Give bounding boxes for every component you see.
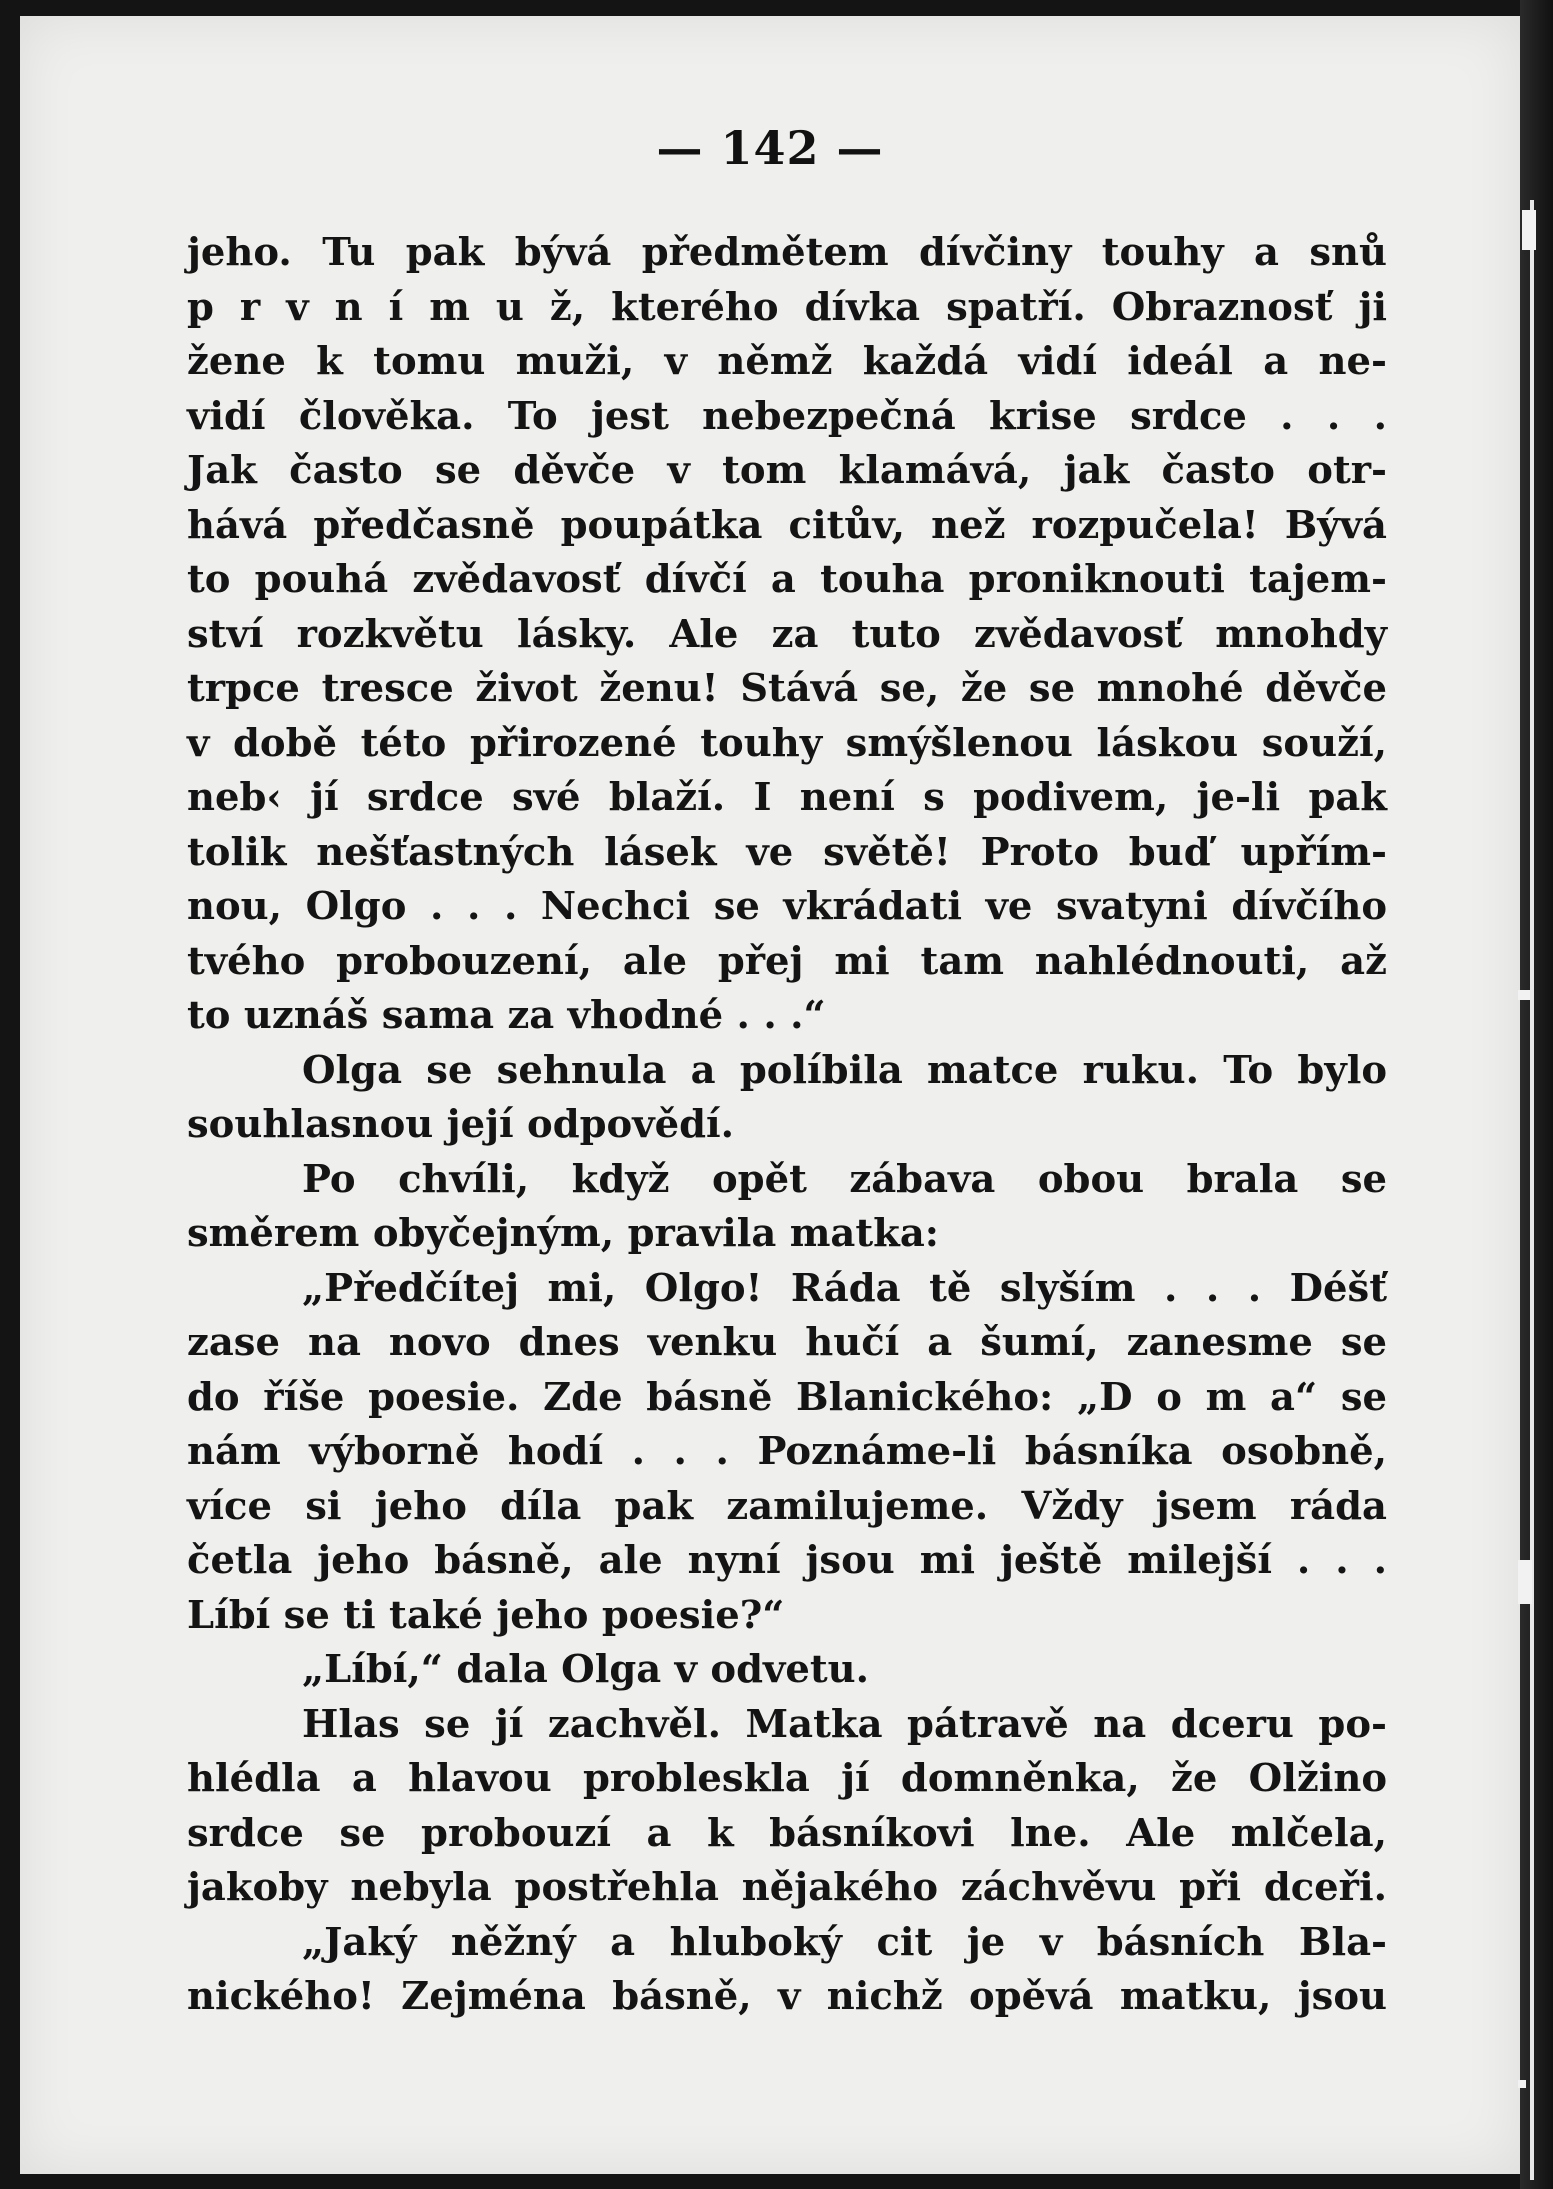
- text-line: četla jeho básně, ale nyní jsou mi ještě milejší . . .: [187, 1538, 1387, 1583]
- text-line: to pouhá zvědavosť dívčí a touha proniknouti tajem-: [187, 557, 1387, 602]
- text-line: tvého probouzení, ale přej mi tam nahlédnouti, až: [187, 938, 1387, 984]
- text-line: nou, Olgo . . . Nechci se vkrádati ve svatyni dívčího: [187, 884, 1387, 929]
- text-line: v době této přirozené touhy smýšlenou láskou souží,: [187, 720, 1387, 766]
- text-line: jakoby nebyla postřehla nějakého záchvěvu při dceři.: [187, 1865, 1387, 1910]
- text-line: nám výborně hodí . . . Poznáme-li básníka osobně,: [187, 1429, 1387, 1474]
- scan-edge: [1520, 0, 1553, 2189]
- book-page: [20, 16, 1520, 2174]
- text-line: neb‹ jí srdce své blaží. I není s podivem, je-li pak: [187, 775, 1387, 820]
- text-line: Olga se sehnula a políbila matce ruku. To bylo: [302, 1047, 1387, 1093]
- text-line: Po chvíli, když opět zábava obou brala se: [302, 1156, 1387, 1202]
- edge-mark: [1518, 1560, 1532, 1604]
- text-line: tolik nešťastných lásek ve světě! Proto buď upřím-: [187, 829, 1387, 875]
- text-line: „Jaký něžný a hluboký cit je v básních Bla-: [302, 1919, 1387, 1965]
- text-line: to uznáš sama za vhodné . . .“: [187, 993, 826, 1038]
- text-line: ství rozkvětu lásky. Ale za tuto zvědavosť mnohdy: [187, 611, 1387, 657]
- edge-mark: [1518, 2080, 1526, 2088]
- text-line: žene k tomu muži, v němž každá vidí ideál a ne-: [187, 339, 1387, 384]
- text-line: „Předčítej mi, Olgo! Ráda tě slyším . . . Déšť: [302, 1265, 1387, 1311]
- text-line: do říše poesie. Zde básně Blanického: „D o m a“ se: [187, 1374, 1387, 1420]
- text-line: hává předčasně poupátka citův, než rozpučela! Bývá: [187, 502, 1387, 548]
- text-line: „Líbí,“ dala Olga v odvetu.: [302, 1647, 870, 1692]
- text-line: srdce se probouzí a k básníkovi lne. Ale mlčela,: [187, 1810, 1387, 1856]
- text-line: Jak často se děvče v tom klamává, jak často otr-: [187, 448, 1387, 493]
- text-line: jeho. Tu pak bývá předmětem dívčiny touhy a snů: [187, 230, 1387, 275]
- text-line: zase na novo dnes venku hučí a šumí, zanesme se: [187, 1320, 1387, 1365]
- text-line: více si jeho díla pak zamilujeme. Vždy jsem ráda: [187, 1483, 1387, 1529]
- text-line: Líbí se ti také jeho poesie?“: [187, 1592, 785, 1638]
- text-line: hlédla a hlavou probleskla jí domněnka, že Olžino: [187, 1756, 1387, 1801]
- adjacent-page-edge: [1530, 200, 1534, 2180]
- text-line: trpce tresce život ženu! Stává se, že se mnohé děvče: [187, 666, 1387, 711]
- page-text: [187, 226, 1387, 2025]
- text-line: souhlasnou její odpovědí.: [187, 1102, 735, 1147]
- text-line: nického! Zejména básně, v nichž opěvá matku, jsou: [187, 1974, 1387, 2019]
- edge-mark: [1522, 210, 1536, 250]
- page-number: — 142 —: [656, 121, 884, 175]
- text-line: Hlas se jí zachvěl. Matka pátravě na dceru po-: [302, 1701, 1387, 1747]
- text-line: p r v n í m u ž, kterého dívka spatří. Obraznosť ji: [187, 284, 1387, 330]
- text-line: směrem obyčejným, pravila matka:: [187, 1211, 939, 1256]
- edge-mark: [1518, 990, 1530, 1000]
- text-line: vidí člověka. To jest nebezpečná krise srdce . . .: [187, 393, 1387, 439]
